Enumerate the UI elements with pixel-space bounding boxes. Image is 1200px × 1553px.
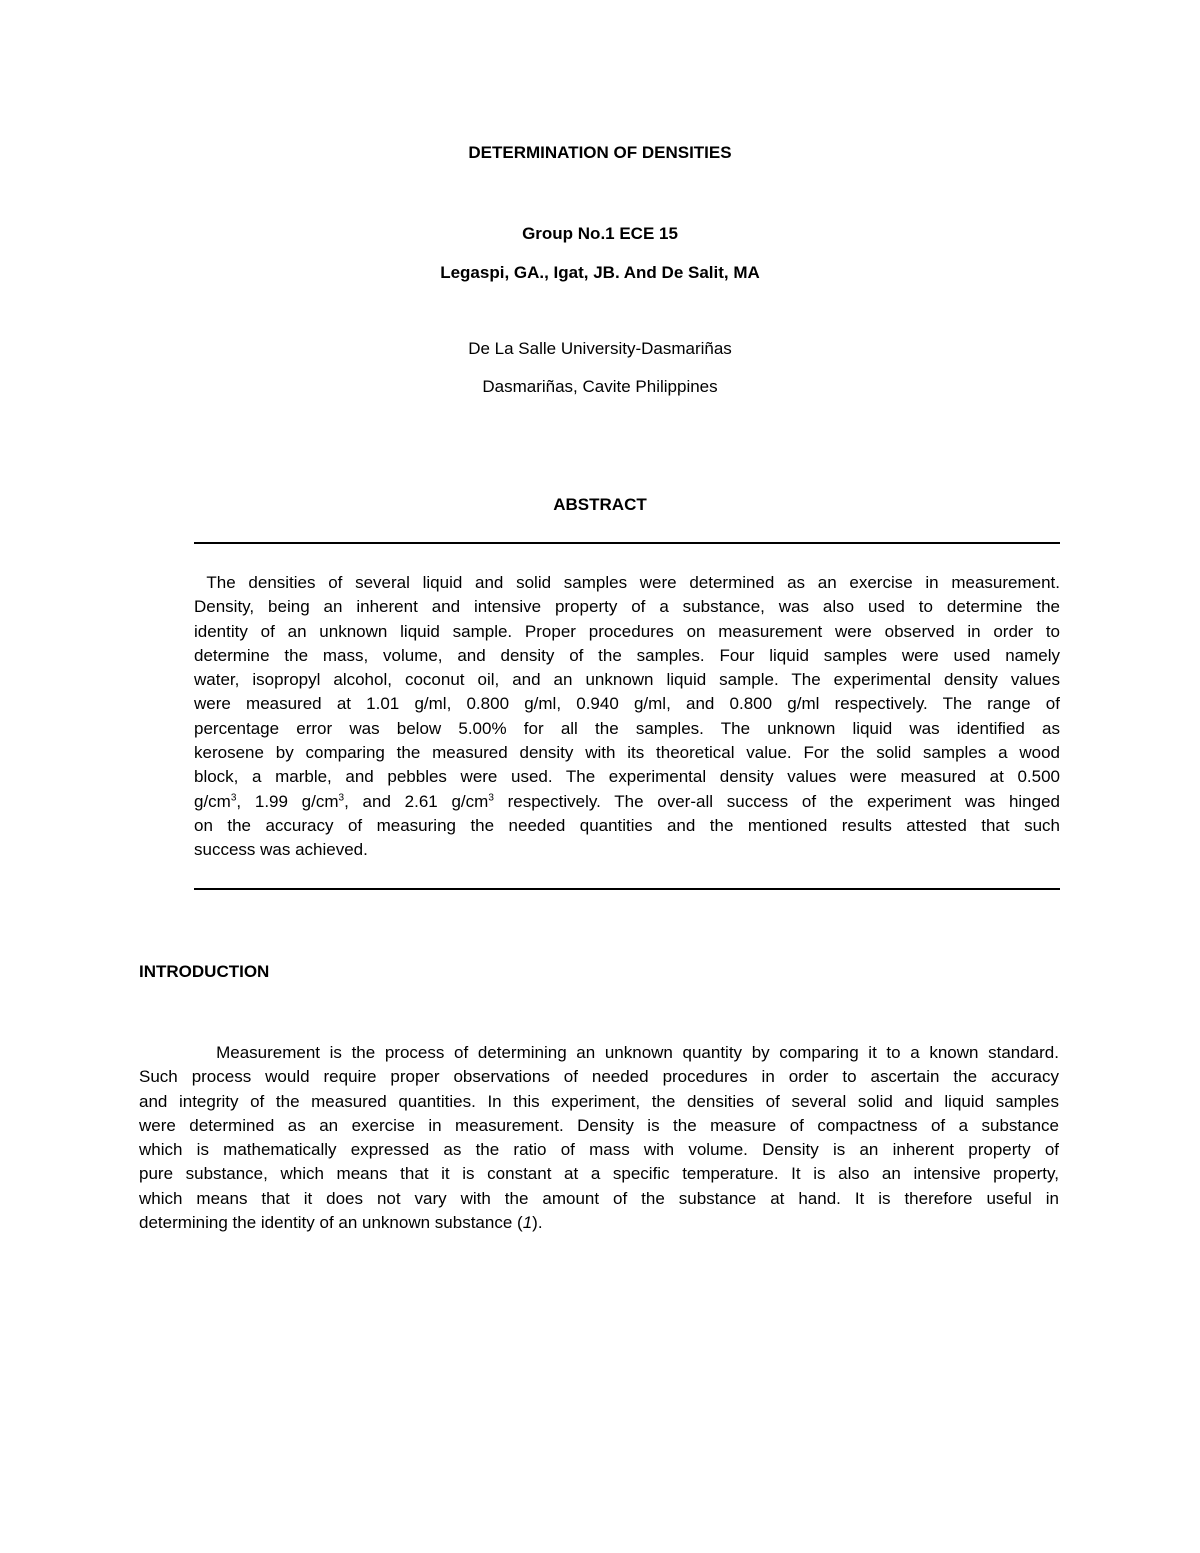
- superscript: 3: [488, 792, 494, 804]
- intro-text-fragment: determining the identity of an unknown substance (: [139, 1213, 523, 1233]
- unit-text: g/cm: [194, 791, 231, 811]
- abstract-line: block, a marble, and pebbles were used. The experimental density values were measured at 0.500: [194, 767, 1060, 787]
- intro-line: which means that it does not vary with the amount of the substance at hand. It is therefore useful in: [139, 1188, 1059, 1208]
- intro-line: [139, 1211, 1059, 1235]
- group-label: Group No.1 ECE 15: [522, 224, 678, 243]
- intro-line: Such process would require proper observations of needed procedures in order to ascertain the accuracy: [139, 1067, 1059, 1087]
- superscript: 3: [230, 792, 237, 804]
- abstract-line: determine the mass, volume, and density of the samples. Four liquid samples were used namely: [194, 645, 1060, 665]
- abstract-body: [194, 571, 1060, 863]
- intro-text-fragment: ).: [532, 1213, 543, 1233]
- abstract-line: kerosene by comparing the measured density with its theoretical value. For the solid samples a wood: [194, 743, 1060, 763]
- authors: Legaspi, GA., Igat, JB. And De Salit, MA: [440, 263, 760, 282]
- abstract-line: percentage error was below 5.00% for all the samples. The unknown liquid was identified as: [194, 718, 1060, 738]
- abstract-line: water, isopropyl alcohol, coconut oil, and an unknown liquid sample. The experimental density values: [194, 670, 1060, 690]
- university: De La Salle University-Dasmariñas: [468, 339, 732, 358]
- abstract-line: success was achieved.: [194, 840, 368, 860]
- unit-text: , and 2.61 g/cm: [344, 791, 489, 811]
- abstract-top-rule: [194, 542, 1060, 544]
- paper-title: DETERMINATION OF DENSITIES: [468, 143, 732, 162]
- introduction-body: [139, 1041, 1059, 1235]
- intro-line: and integrity of the measured quantities. In this experiment, the densities of several solid and liquid samples: [139, 1091, 1059, 1111]
- abstract-line: on the accuracy of measuring the needed quantities and the mentioned results attested that such: [194, 815, 1060, 835]
- abstract-line: The densities of several liquid and solid samples were determined as an exercise in measurement.: [194, 573, 1060, 592]
- intro-line: were determined as an exercise in measurement. Density is the measure of compactness of a substance: [139, 1115, 1059, 1135]
- superscript: 3: [338, 792, 345, 804]
- intro-line: pure substance, which means that it is constant at a specific temperature. It is also an intensive property,: [139, 1164, 1059, 1184]
- unit-text: , 1.99 g/cm: [236, 791, 339, 811]
- abstract-line: Density, being an inherent and intensive property of a substance, was also used to determine the: [194, 597, 1060, 617]
- abstract-line: were measured at 1.01 g/ml, 0.800 g/ml, 0.940 g/ml, and 0.800 g/ml respectively. The range of: [194, 694, 1060, 714]
- abstract-heading: ABSTRACT: [553, 495, 647, 514]
- intro-line: which is mathematically expressed as the ratio of mass with volume. Density is an inherent property of: [139, 1140, 1059, 1160]
- abstract-line: [194, 790, 1060, 814]
- introduction-heading: INTRODUCTION: [139, 962, 270, 981]
- abstract-bottom-rule: [194, 888, 1060, 890]
- location: Dasmariñas, Cavite Philippines: [482, 377, 718, 396]
- citation-ref: 1: [522, 1213, 533, 1233]
- intro-line: Measurement is the process of determining an unknown quantity by comparing it to a known standard.: [139, 1043, 1059, 1062]
- abstract-text-fragment: respectively. The over-all success of the experiment was hinged: [493, 791, 1060, 811]
- abstract-line: identity of an unknown liquid sample. Proper procedures on measurement were observed in order to: [194, 621, 1060, 641]
